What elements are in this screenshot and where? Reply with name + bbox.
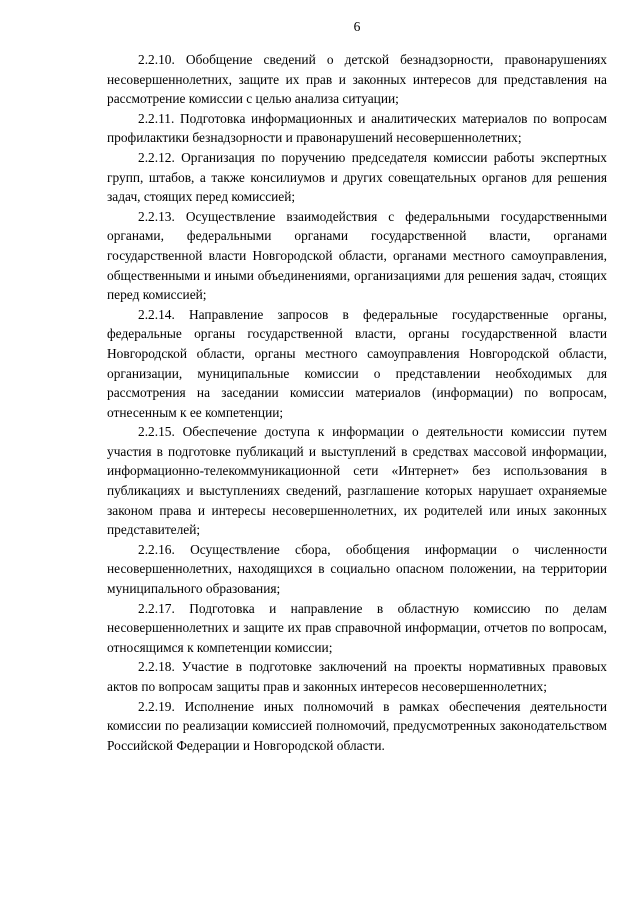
clause-2-2-19: 2.2.19. Исполнение иных полномочий в рамках обеспечения деятельности комиссии по реализации комиссией полномочий, предусмотренных законодательством Российской Федерации и Новгородской области.: [107, 698, 607, 753]
clause-2-2-11: 2.2.11. Подготовка информационных и аналитических материалов по вопросам профилактики безнадзорности и правонарушений несовершеннолетних;: [107, 110, 607, 146]
clause-2-2-12: 2.2.12. Организация по поручению председателя комиссии работы экспертных групп, штабов, а также консилиумов и других совещательных органов для решения задач, стоящих перед комиссией;: [107, 149, 607, 205]
page-number: 6: [353, 19, 361, 34]
clause-2-2-18: 2.2.18. Участие в подготовке заключений на проекты нормативных правовых актов по вопросам защиты прав и законных интересов несовершеннолетних;: [107, 659, 607, 694]
clause-2-2-15: 2.2.15. Обеспечение доступа к информации о деятельности комиссии путем участия в подготовке публикаций и выступлений в средствах массовой информации, информационно-телекоммуникационной сети «Интернет» без использования в публикациях и выступлениях сведений, разглашение которых нарушает охраняемые законом права и интересы несовершеннолетних, их родителей или иных законных представителей;: [107, 424, 607, 538]
clause-2-2-14: 2.2.14. Направление запросов в федеральные государственные органы, федеральные органы государственной власти, органы государственной власти Новгородской области, органы местного самоуправления Новгородской области, организации, муниципальные комиссии о представлении необходимых для рассмотрения на заседании комиссии материалов (информации) по вопросам, отнесенным к ее компетенции;: [107, 306, 607, 420]
clause-2-2-16: 2.2.16. Осуществление сбора, обобщения информации о численности несовершеннолетних, находящихся в социально опасном положении, на территории муниципального образования;: [107, 541, 607, 597]
clause-2-2-13: 2.2.13. Осуществление взаимодействия с федеральными государственными органами, федеральными органами государственной власти, органами государственной власти Новгородской области, органами местного самоуправления, общественными и иными объединениями, организациями для решения задач, стоящих перед комиссией;: [107, 208, 607, 303]
clause-2-2-17: 2.2.17. Подготовка и направление в областную комиссию по делам несовершеннолетних и защите их прав справочной информации, отчетов по вопросам, относящимся к компетенции комиссии;: [107, 600, 607, 655]
clause-2-2-10: 2.2.10. Обобщение сведений о детской безнадзорности, правонарушениях несовершеннолетних, защите их прав и законных интересов для представления на рассмотрение комиссии с целью анализа ситуации;: [107, 52, 607, 107]
